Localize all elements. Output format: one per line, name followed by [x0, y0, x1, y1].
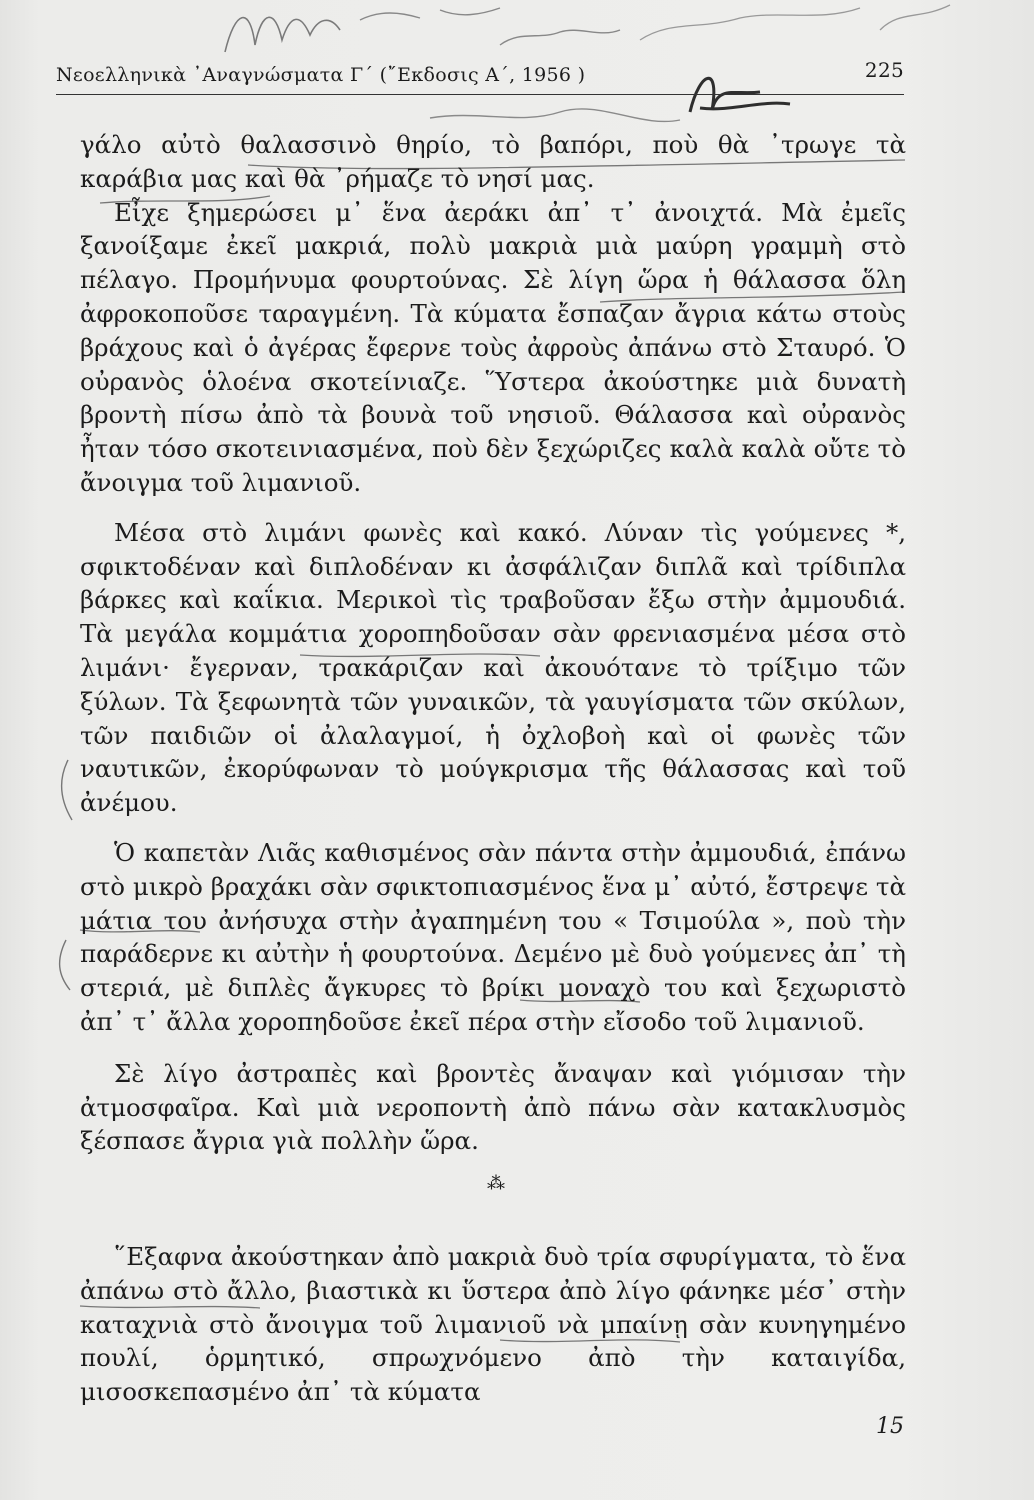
paragraph-3: Μέσα στὸ λιμάνι φωνὲς καὶ κακό. Λύναν τὶς γούμενες *, σφικτοδέναν καὶ διπλοδέναν κι ἀσφάλιζαν διπλᾶ καὶ τρίδιπλα βάρκες καὶ καΐκια. Μερικοὶ τὶς τραβοῦσαν ἔξω στὴν ἀμμουδιά. Τὰ μεγάλα κομμάτια χοροπηδοῦσαν σὰν φρενιασμένα μέσα στὸ λιμάνι· ἔγερναν, τρακάριζαν καὶ ἀκουότανε τὸ τρίξιμο τῶν ξύλων. Τὰ ξεφωνητὰ τῶν γυναικῶν, τὰ γαυγίσματα τῶν σκύλων, τῶν παιδιῶν οἱ ἀλαλαγμοί, ἡ ὀχλοβοὴ καὶ οἱ φωνὲς τῶν ναυτικῶν, ἐκορύφωναν τὸ μούγκρισμα τῆς θάλασσας καὶ τοῦ ἀνέμου. — [80, 517, 906, 818]
margin-bracket-2 — [60, 940, 70, 990]
section-asterism: ⁂ — [487, 1173, 505, 1194]
handwriting-scribble-top-3 — [500, 30, 620, 45]
handwriting-scribble-top-5 — [880, 5, 950, 30]
running-title: Νεοελληνικὰ ᾿Αναγνώσματα Γ΄ (῎Εκδοσις Α΄, 1956 ) — [56, 64, 586, 86]
handwriting-scribble-top-2 — [360, 8, 500, 20]
body-text — [80, 128, 906, 1158]
paragraph-2: Εἶχε ξημερώσει μ᾽ ἕνα ἀεράκι ἀπ᾽ τ᾽ ἀνοιχτά. Μὰ ἐμεῖς ξανοίξαμε ἐκεῖ μακριά, πολὺ μακριὰ μιὰ μαύρη γραμμὴ στὸ πέλαγο. Προμήνυμα φουρτούνας. Σὲ λίγη ὥρα ἡ θάλασσα ὅλη ἀφροκοποῦσε ταραγμένη. Τὰ κύματα ἔσπαζαν ἄγρια κάτω στοὺς βράχους καὶ ὁ ἀγέρας ἔφερνε τοὺς ἀφροὺς ἀπάνω στὸ Σταυρό. Ὁ οὐρανὸς ὁλοένα σκοτείνιαζε. Ὕστερα ἀκούστηκε μιὰ δυνατὴ βροντὴ πίσω ἀπὸ τὰ βουνὰ τοῦ νησιοῦ. Θάλασσα καὶ οὐρανὸς ἦταν τόσο σκοτεινιασμένα, ποὺ δὲν ξεχώριζες καλὰ καλὰ οὔτε τὸ ἄνοιγμα τοῦ λιμανιοῦ. — [80, 197, 906, 497]
final-paragraph-block — [80, 1240, 906, 1409]
paragraph-6: ῞Εξαφνα ἀκούστηκαν ἀπὸ μακριὰ δυὸ τρία σφυρίγματα, τὸ ἕνα ἀπάνω στὸ ἄλλο, βιαστικὰ κι ὕστερα ἀπὸ λίγο φάνηκε μέσ᾽ στὴν καταχνιὰ στὸ ἄνοιγμα τοῦ λιμανιοῦ νὰ μπαίνῃ σὰν κυνηγημένο πουλί, ὁρμητικό, σπρωχνόμενο ἀπὸ τὴν καταιγίδα, μισοσκεπασμένο ἀπ᾽ τὰ κύματα — [80, 1242, 906, 1407]
handwriting-scribble-top — [225, 17, 340, 52]
paragraph-5: Σὲ λίγο ἀστραπὲς καὶ βροντὲς ἄναψαν καὶ γιόμισαν τὴν ἀτμοσφαῖρα. Καὶ μιὰ νεροποντὴ ἀπὸ πάνω σὰν κατακλυσμὸς ξέσπασε ἄγρια γιὰ πολλὴν ὥρα. — [80, 1058, 906, 1156]
paragraph-1: γάλο αὐτὸ θαλασσινὸ θηρίο, τὸ βαπόρι, ποὺ θὰ ᾽τρωγε τὰ καράβια μας καὶ θὰ ᾽ρήμαζε τὸ νησί μας. — [80, 130, 906, 193]
page-number: 225 — [864, 58, 904, 82]
signature-folio: 15 — [876, 1414, 904, 1439]
paragraph-4: Ὁ καπετὰν Λιᾶς καθισμένος σὰν πάντα στὴν ἀμμουδιά, ἐπάνω στὸ μικρὸ βραχάκι σὰν σφικτοπιασμένος ἕνα μ᾽ αὐτό, ἔστρεψε τὰ μάτια του ἀνήσυχα στὴν ἀγαπημένη του « Τσιμούλα », ποὺ τὴν παράδερνε κι αὐτὴν ἡ φουρτούνα. Δεμένο μὲ δυὸ γούμενες ἀπ᾽ τὴ στεριά, μὲ διπλὲς ἄγκυρες τὸ βρίκι μοναχὸ του καὶ ξεχωριστὸ ἀπ᾽ τ᾽ ἄλλα χοροπηδοῦσε ἐκεῖ πέρα στὴν εἴσοδο τοῦ λιμανιοῦ. — [80, 837, 906, 1036]
pencil-scribble-line1 — [430, 109, 680, 121]
running-header — [56, 58, 904, 95]
handwriting-scribble-top-4 — [640, 8, 860, 40]
margin-bracket-1 — [62, 760, 72, 820]
